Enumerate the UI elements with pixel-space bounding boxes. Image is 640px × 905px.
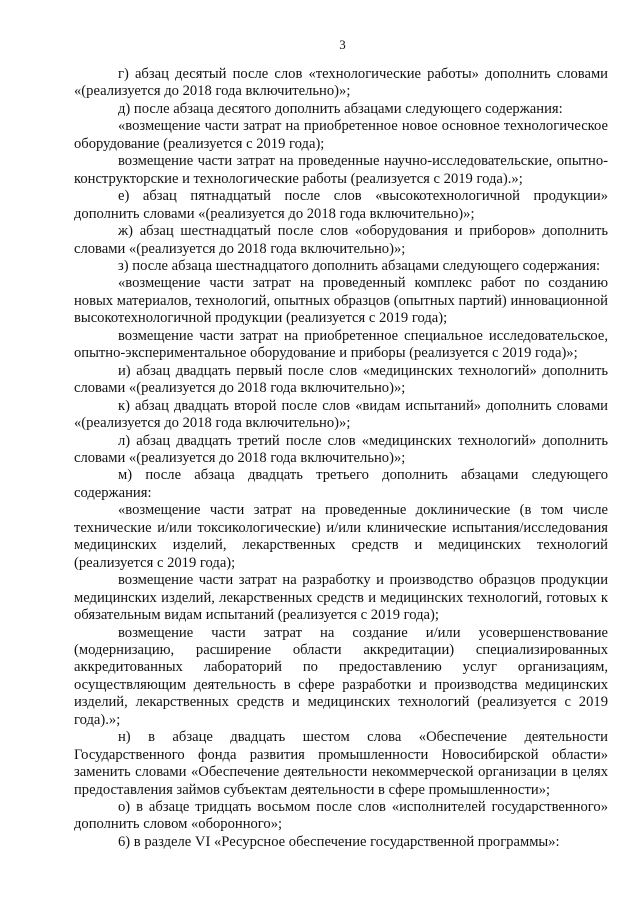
- paragraph-quote: возмещение части затрат на разработку и производство образцов продукции медицинских изделий, лекарственных средств и медицинских технологий, готовых к обязательным видам испытаний (реализуется с 2019 года);: [74, 572, 608, 624]
- paragraph-item-d: д) после абзаца десятого дополнить абзацами следующего содержания:: [118, 100, 563, 117]
- paragraph-item-l: л) абзац двадцать третий после слов «медицинских технологий» дополнить словами «(реализуется до 2018 года включительно)»;: [74, 432, 608, 466]
- paragraph-item-i: и) абзац двадцать первый после слов «медицинских технологий» дополнить словами «(реализуется до 2018 года включительно)»;: [74, 362, 608, 397]
- paragraph-quote: возмещение части затрат на проведенные научно-исследовательские, опытно-конструкторские и технологические работы (реализуется с 2019 года).»;: [74, 153, 608, 187]
- paragraph-item-m: м) после абзаца двадцать третьего дополнить абзацами следующего содержания:: [74, 467, 608, 501]
- paragraph-quote: «возмещение части затрат на проведенный комплекс работ по созданию новых материалов, технологий, опытных образцов (опытных партий) инновационной высокотехнологичной продукции (реализуется с 2019 года);: [74, 275, 608, 327]
- paragraph-item-e: е) абзац пятнадцатый после слов «высокотехнологичной продукции» дополнить словами «(реализуется до 2018 года включительно)»;: [74, 188, 608, 222]
- paragraph-quote: возмещение части затрат на приобретенное специальное исследовательское, опытно-экспериментальное оборудование и приборы (реализуется с 2019 года)»;: [74, 327, 608, 362]
- paragraph-quote: возмещение части затрат на создание и/или усовершенствование (модернизацию, расширение области аккредитации) специализированных аккредитованных лабораторий по предоставлению услуг организациям, осуществляющим деятельность в сфере разработки и производства медицинских изделий, лекарственных средств и медицинских технологий (реализуется с 2019 года).»;: [74, 624, 608, 728]
- paragraph-item-z: з) после абзаца шестнадцатого дополнить абзацами следующего содержания:: [118, 257, 601, 274]
- paragraph-item-n: н) в абзаце двадцать шестом слова «Обеспечение деятельности Государственного фонда развития промышленности Новосибирской области» заменить словами «Обеспечение деятельности некоммерческой организации в целях предоставления займов субъектам деятельности в сфере промышленности»;: [74, 729, 608, 798]
- paragraph-item-zh: ж) абзац шестнадцатый после слов «оборудования и приборов» дополнить словами «(реализуется до 2018 года включительно)»;: [74, 223, 608, 257]
- paragraph-quote: «возмещение части затрат на приобретенное новое основное технологическое оборудование (реализуется с 2019 года);: [74, 118, 608, 152]
- paragraph-item-k: к) абзац двадцать второй после слов «видам испытаний» дополнить словами «(реализуется до 2018 года включительно)»;: [74, 397, 608, 432]
- document-body: [74, 66, 608, 851]
- paragraph-item-g: г) абзац десятый после слов «технологические работы» дополнить словами «(реализуется до 2018 года включительно)»;: [74, 66, 608, 100]
- paragraph-item-o: о) в абзаце тридцать восьмом после слов «исполнителей государственного» дополнить словом «оборонного»;: [74, 799, 608, 833]
- paragraph-section-6: 6) в разделе VI «Ресурсное обеспечение государственной программы»:: [118, 833, 560, 850]
- page-number: 3: [339, 37, 346, 52]
- paragraph-quote: «возмещение части затрат на проведенные доклинические (в том числе технические и/или токсикологические) и/или клинические испытания/исследования медицинских изделий, лекарственных средств и медицинских технологий (реализуется с 2019 года);: [74, 502, 608, 571]
